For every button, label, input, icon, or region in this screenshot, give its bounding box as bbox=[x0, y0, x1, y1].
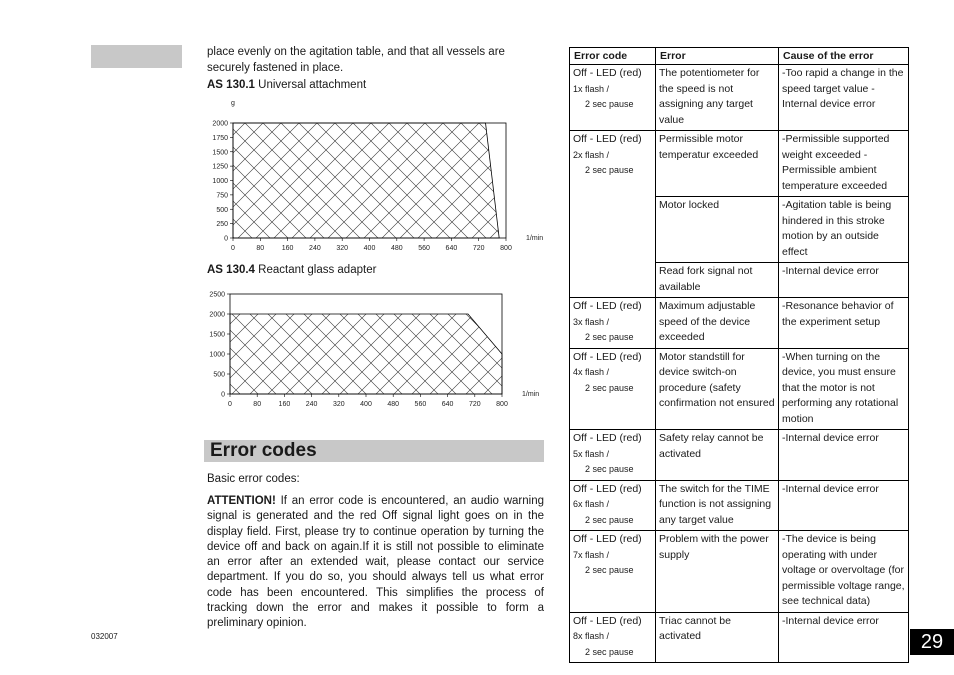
error-cell: Motor standstill for device switch-on procedure (safety confirmation not ensured bbox=[656, 348, 779, 430]
chart1-xtick-label: 0 bbox=[231, 245, 235, 252]
chart1-xtick-label: 800 bbox=[500, 245, 512, 252]
chart2-xtick-label: 480 bbox=[387, 401, 400, 408]
chart2-area bbox=[230, 314, 502, 394]
table-row bbox=[570, 131, 909, 197]
chart1-xtick-label: 400 bbox=[363, 245, 376, 252]
chart1-xtick-label: 320 bbox=[336, 245, 349, 252]
header-error: Error bbox=[656, 48, 779, 65]
chart1-xtick-label: 80 bbox=[256, 245, 265, 252]
cause-cell: -Internal device error bbox=[779, 612, 909, 663]
chart2-xtick-label: 80 bbox=[253, 401, 262, 408]
cause-cell: -When turning on the device, you must ensure that the motor is not performing any rotational motion bbox=[779, 348, 909, 430]
table-header-row bbox=[570, 48, 909, 65]
chart1-xtick-label: 640 bbox=[445, 245, 458, 252]
chart1 bbox=[200, 96, 550, 266]
cause-cell: -Agitation table is being hindered in this stroke motion by an outside effect bbox=[779, 197, 909, 263]
error-code-cell bbox=[570, 612, 656, 663]
attention-paragraph bbox=[207, 494, 544, 632]
error-code-cell bbox=[570, 531, 656, 613]
chart2-title: AS 130.4 Reactant glass adapter bbox=[207, 264, 377, 276]
cause-cell: -Too rapid a change in the speed target value -Internal device error bbox=[779, 65, 909, 131]
error-cell: Safety relay cannot be activated bbox=[656, 430, 779, 481]
chart2-ytick-label: 1000 bbox=[209, 351, 225, 359]
flash-count: 1x flash / bbox=[573, 83, 610, 94]
chart1-x-unit: 1/min bbox=[526, 235, 544, 242]
chart1-xtick-label: 560 bbox=[418, 245, 430, 252]
error-cell: Maximum adjustable speed of the device exceeded bbox=[656, 298, 779, 349]
error-code-cell bbox=[570, 131, 656, 298]
chart2-ytick-label: 1500 bbox=[209, 331, 225, 339]
cause-cell: -Internal device error bbox=[779, 263, 909, 298]
chart2-xtick-label: 320 bbox=[332, 401, 345, 408]
error-cell: The switch for the TIME function is not assigning any target value bbox=[656, 480, 779, 531]
chart1-y-unit: g bbox=[231, 100, 235, 107]
chart2 bbox=[200, 282, 545, 417]
chart2-xtick-label: 560 bbox=[414, 401, 427, 408]
error-code-text: Off - LED (red) bbox=[573, 350, 642, 363]
attention-text: If an error code is encountered, an audio warning signal is generated and the red Off signal light goes on in the display field. First, please try to continue operation by turning the device off and back on again.If it is still not possible to eliminate an error after an extended wait, please contact our service department. If you do so, you should always tell us what error code has been encountered. This simplifies the process of tracking down the error and makes it possible to form a preliminary opinion. bbox=[207, 495, 544, 630]
intro-text: place evenly on the agitation table, and that all vessels are securely fastened in place. bbox=[207, 46, 505, 74]
pause-text: 2 sec pause bbox=[585, 565, 634, 575]
table-row bbox=[570, 430, 909, 481]
chart2-xtick-label: 720 bbox=[468, 401, 481, 408]
table-row bbox=[570, 348, 909, 430]
chart2-ytick-label: 0 bbox=[221, 391, 225, 399]
header-cause: Cause of the error bbox=[779, 48, 909, 65]
chart1-area bbox=[233, 123, 499, 238]
chart2-xtick-label: 400 bbox=[360, 401, 372, 408]
page-number: 29 bbox=[910, 629, 954, 655]
error-cell: Motor locked bbox=[656, 197, 779, 263]
flash-count: 7x flash / bbox=[573, 549, 610, 560]
table-row bbox=[570, 531, 909, 613]
flash-count: 5x flash / bbox=[573, 448, 610, 459]
chart2-x-unit: 1/min bbox=[522, 391, 540, 398]
chart1-title: AS 130.1 Universal attachment bbox=[207, 79, 367, 91]
basic-error-label: Basic error codes: bbox=[207, 473, 300, 485]
chart1-svg bbox=[200, 96, 550, 261]
chart2-xtick-label: 640 bbox=[441, 401, 454, 408]
error-cell: The potentiometer for the speed is not assigning any target value bbox=[656, 65, 779, 131]
pause-text: 2 sec pause bbox=[585, 99, 634, 109]
error-code-text: Off - LED (red) bbox=[573, 533, 642, 545]
error-code-cell bbox=[570, 65, 656, 131]
error-code-table bbox=[569, 47, 909, 663]
error-code-text: Off - LED (red) bbox=[573, 482, 642, 495]
header-gray-bar bbox=[91, 45, 182, 68]
pause-text: 2 sec pause bbox=[585, 382, 634, 393]
chart2-ytick-label: 2500 bbox=[209, 291, 225, 299]
cause-cell: -The device is being operating with under voltage or overvoltage (for permissible voltage range, see technical data) bbox=[779, 531, 909, 613]
error-code-text: Off - LED (red) bbox=[573, 300, 642, 312]
flash-count: 6x flash / bbox=[573, 499, 610, 509]
cause-cell: -Permissible supported weight exceeded -Permissible ambient temperature exceeded bbox=[779, 131, 909, 197]
error-code-text: Off - LED (red) bbox=[573, 614, 642, 627]
error-code-cell bbox=[570, 298, 656, 349]
pause-text: 2 sec pause bbox=[585, 464, 634, 474]
flash-count: 4x flash / bbox=[573, 367, 610, 377]
chart1-ytick-label: 250 bbox=[216, 221, 228, 229]
chart2-ytick-label: 500 bbox=[213, 371, 225, 379]
chart2-xtick-label: 160 bbox=[278, 401, 291, 408]
chart2-xtick-label: 0 bbox=[228, 401, 232, 408]
chart1-ytick-label: 2000 bbox=[212, 120, 228, 128]
flash-count: 2x flash / bbox=[573, 149, 610, 160]
cause-cell: -Internal device error bbox=[779, 480, 909, 531]
chart1-xtick-label: 160 bbox=[281, 245, 294, 252]
pause-text: 2 sec pause bbox=[585, 646, 634, 657]
error-cell: Triac cannot be activated bbox=[656, 612, 779, 663]
header-error-code: Error code bbox=[570, 48, 656, 65]
cause-cell: -Resonance behavior of the experiment setup bbox=[779, 298, 909, 349]
error-code-text: Off - LED (red) bbox=[573, 67, 642, 79]
chart2-xtick-label: 800 bbox=[496, 401, 508, 408]
error-cell: Permissible motor temperatur exceeded bbox=[656, 131, 779, 197]
chart2-xtick-label: 240 bbox=[305, 401, 318, 408]
error-code-cell bbox=[570, 430, 656, 481]
document-id: 032007 bbox=[91, 632, 118, 641]
chart1-ytick-label: 750 bbox=[216, 192, 228, 200]
pause-text: 2 sec pause bbox=[585, 514, 634, 525]
pause-text: 2 sec pause bbox=[585, 332, 634, 342]
table-row bbox=[570, 65, 909, 131]
error-code-text: Off - LED (red) bbox=[573, 432, 642, 444]
chart2-svg bbox=[200, 282, 545, 412]
table-row bbox=[570, 298, 909, 349]
chart1-ytick-label: 1500 bbox=[212, 149, 228, 157]
chart1-xtick-label: 480 bbox=[390, 245, 403, 252]
error-cell: Read fork signal not available bbox=[656, 263, 779, 298]
chart1-ytick-label: 500 bbox=[216, 206, 228, 214]
table-body bbox=[570, 65, 909, 663]
table-row bbox=[570, 480, 909, 531]
attention-label: ATTENTION! bbox=[207, 495, 276, 507]
error-cell: Problem with the power supply bbox=[656, 531, 779, 613]
chart2-ytick-label: 2000 bbox=[209, 311, 225, 319]
chart1-xtick-label: 720 bbox=[472, 245, 485, 252]
table-row bbox=[570, 612, 909, 663]
flash-count: 8x flash / bbox=[573, 631, 610, 641]
error-code-text: Off - LED (red) bbox=[573, 133, 642, 145]
chart1-xtick-label: 240 bbox=[309, 245, 321, 252]
section-title: Error codes bbox=[210, 440, 317, 461]
chart1-ytick-label: 1750 bbox=[212, 134, 228, 142]
chart1-ytick-label: 1000 bbox=[212, 178, 228, 185]
chart1-ytick-label: 1250 bbox=[212, 163, 228, 171]
pause-text: 2 sec pause bbox=[585, 165, 634, 175]
chart1-ytick-label: 0 bbox=[224, 235, 228, 243]
cause-cell: -Internal device error bbox=[779, 430, 909, 481]
error-code-cell bbox=[570, 348, 656, 430]
error-code-cell bbox=[570, 480, 656, 531]
section-heading bbox=[204, 440, 544, 462]
flash-count: 3x flash / bbox=[573, 316, 610, 327]
